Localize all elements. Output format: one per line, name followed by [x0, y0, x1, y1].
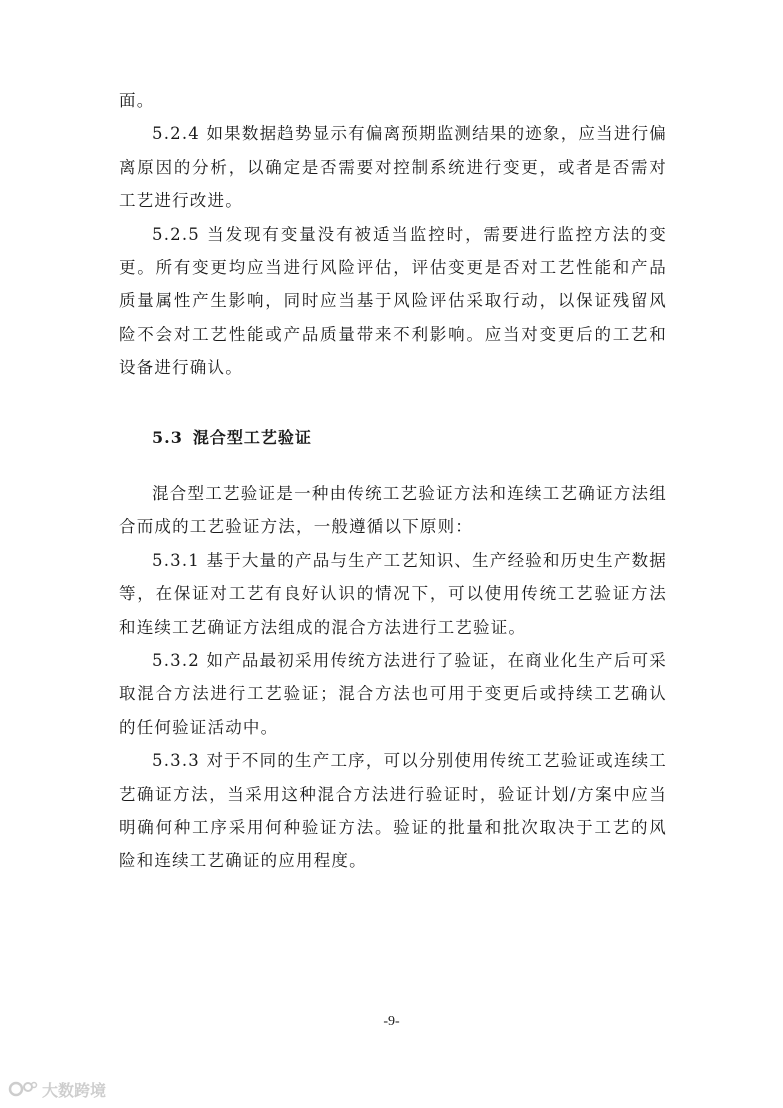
- paragraph-5-2-4: 5.2.4 如果数据趋势显示有偏离预期监测结果的迹象，应当进行偏离原因的分析，以确定是否需要对控制系统进行变更，或者是否需对工艺进行改进。: [119, 124, 667, 211]
- paragraph-intro: 混合型工艺验证是一种由传统工艺验证方法和连续工艺确证方法组合而成的工艺验证方法，一般遵循以下原则：: [119, 484, 667, 537]
- logo-icon: [8, 1079, 38, 1099]
- paragraph-continuation: 面。: [119, 91, 155, 110]
- section-title: 混合型工艺验证: [192, 428, 312, 447]
- section-heading: [152, 425, 312, 451]
- paragraph-5-3-2: 5.3.2 如产品最初采用传统方法进行了验证，在商业化生产后可采取混合方法进行工艺验证；混合方法也可用于变更后或持续工艺确认的任何验证活动中。: [119, 651, 667, 737]
- section-number: 5.3: [152, 428, 183, 447]
- paragraph-5-2-5: 5.2.5 当发现有变量没有被适当监控时，需要进行监控方法的变更。所有变更均应当进行风险评估，评估变更是否对工艺性能和产品质量属性产生影响，同时应当基于风险评估采取行动，以保证残留风险不会对工艺性能或产品质量带来不利影响。应当对变更后的工艺和设备进行确认。: [119, 224, 667, 378]
- paragraph-5-3-3: 5.3.3 对于不同的生产工序，可以分别使用传统工艺验证或连续工艺确证方法，当采用这种混合方法进行验证时，验证计划/方案中应当明确何种工序采用何种验证方法。验证的批量和批次取决于工艺的风险和连续工艺确证的应用程度。: [119, 751, 667, 871]
- page-number: -9-: [383, 1014, 400, 1029]
- body-text-top: [119, 84, 667, 385]
- watermark: [8, 1078, 106, 1100]
- paragraph-5-3-1: 5.3.1 基于大量的产品与生产工艺知识、生产经验和历史生产数据等，在保证对工艺有良好认识的情况下，可以使用传统工艺验证方法和连续工艺确证方法组成的混合方法进行工艺验证。: [119, 550, 667, 637]
- body-text-section: [119, 477, 667, 878]
- watermark-text: 大数跨境: [42, 1080, 107, 1100]
